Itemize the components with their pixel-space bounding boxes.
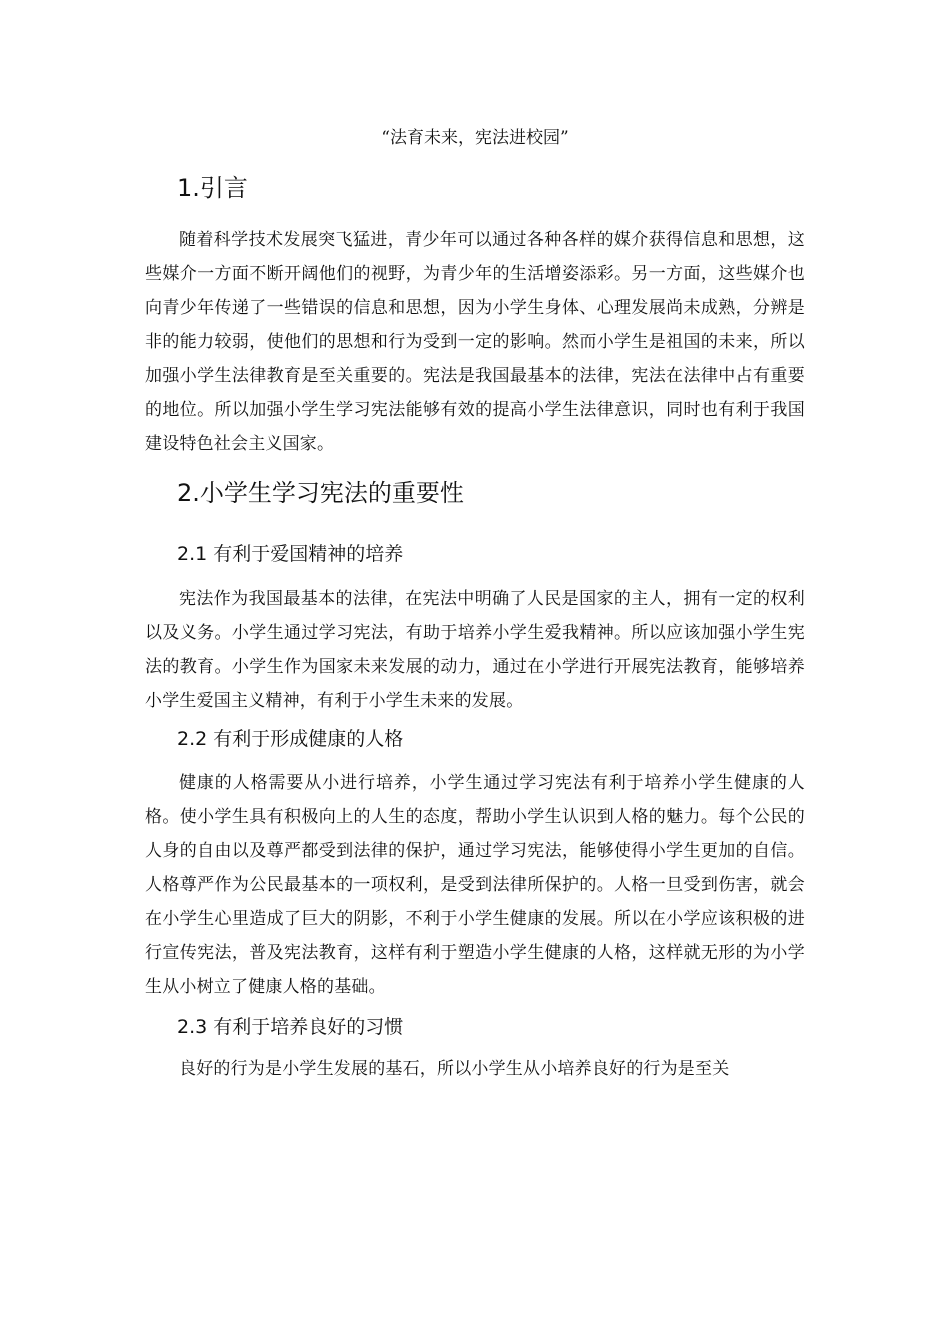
document-title: “法育未来，宪法进校园”	[381, 128, 569, 148]
subsection-heading-habits: 2.3 有利于培养良好的习惯	[177, 1016, 404, 1038]
paragraph-habits: 良好的行为是小学生发展的基石，所以小学生从小培养良好的行为是至关	[179, 1059, 730, 1079]
subsection-heading-patriotism: 2.1 有利于爱国精神的培养	[177, 543, 404, 565]
paragraph-introduction: 随着科学技术发展突飞猛进，青少年可以通过各种各样的媒介获得信息和思想，这些媒介一方面不断开阔他们的视野，为青少年的生活增姿添彩。另一方面，这些媒介也向青少年传递了一些错误的信息和思想，因为小学生身体、心理发展尚未成熟，分辨是非的能力较弱，使他们的思想和行为受到一定的影响。然而小学生是祖国的未来，所以加强小学生法律教育是至关重要的。宪法是我国最基本的法律，宪法在法律中占有重要的地位。所以加强小学生学习宪法能够有效的提高小学生法律意识，同时也有利于我国建设特色社会主义国家。	[145, 230, 805, 454]
subsection-heading-personality: 2.2 有利于形成健康的人格	[177, 728, 404, 750]
section-heading-introduction: 1.引言	[177, 174, 248, 202]
section-heading-importance: 2.小学生学习宪法的重要性	[177, 479, 464, 507]
document-body	[145, 170, 805, 1086]
paragraph-patriotism: 宪法作为我国最基本的法律，在宪法中明确了人民是国家的主人，拥有一定的权利以及义务。小学生通过学习宪法，有助于培养小学生爱我精神。所以应该加强小学生宪法的教育。小学生作为国家未来发展的动力，通过在小学进行开展宪法教育，能够培养小学生爱国主义精神，有利于小学生未来的发展。	[145, 589, 805, 711]
paragraph-personality: 健康的人格需要从小进行培养，小学生通过学习宪法有利于培养小学生健康的人格。使小学生具有积极向上的人生的态度，帮助小学生认识到人格的魅力。每个公民的人身的自由以及尊严都受到法律的保护，通过学习宪法，能够使得小学生更加的自信。人格尊严作为公民最基本的一项权利，是受到法律所保护的。人格一旦受到伤害，就会在小学生心里造成了巨大的阴影，不利于小学生健康的发展。所以在小学应该积极的进行宣传宪法，普及宪法教育，这样有利于塑造小学生健康的人格，这样就无形的为小学生从小树立了健康人格的基础。	[145, 773, 805, 997]
